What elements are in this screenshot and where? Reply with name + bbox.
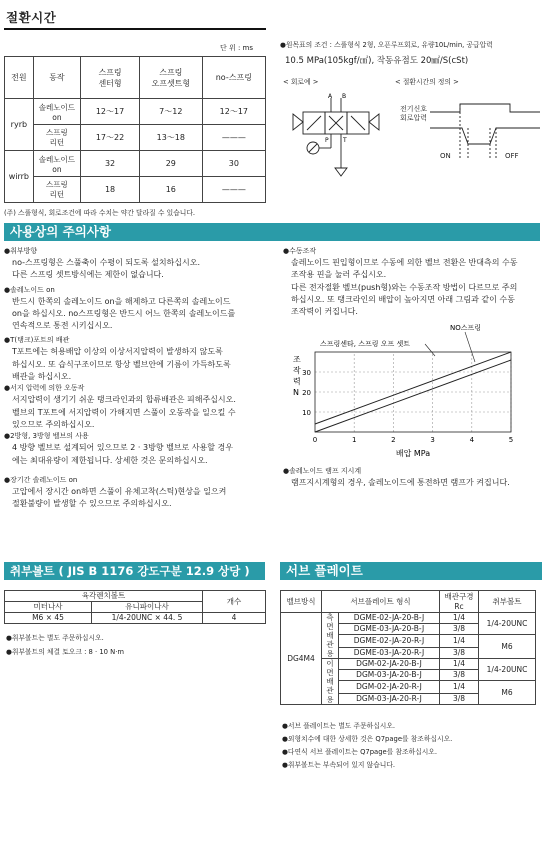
on-label: ON bbox=[440, 152, 451, 160]
bolt-cell: 1/4-20UNC bbox=[479, 659, 536, 681]
usage-item bbox=[4, 431, 272, 467]
usage-item-text: 절환불량이 발생할 수 있으므로 주의하십시오. bbox=[12, 499, 172, 509]
usage-item bbox=[4, 475, 272, 511]
side-port-label: 측 면 배 관 용 bbox=[322, 613, 339, 659]
value-cell: 4 bbox=[203, 613, 266, 624]
usage-item-text: 4 방향 벨브로 설계되어 있으므로 2 · 3방향 벨브로 사용할 경우 bbox=[12, 443, 233, 453]
size-cell: 1/4 bbox=[440, 613, 479, 624]
model-cell: DGM-03-JA-20-B-J bbox=[339, 670, 440, 681]
usage-item bbox=[4, 335, 272, 383]
th-hex-bolt: 육각렌치볼트 bbox=[5, 591, 203, 602]
lamp-note bbox=[283, 466, 541, 489]
subplate-note: ●다연식 서브 플레이트는 Q7page를 참조하십시오. bbox=[282, 748, 438, 756]
th-count: 개수 bbox=[203, 591, 266, 613]
valve-label-t: T bbox=[343, 137, 347, 144]
mount-bolt-table bbox=[4, 590, 266, 624]
usage-item-text: 조작용 핀을 눌러 주십시오. bbox=[291, 270, 387, 280]
usage-left-column bbox=[4, 246, 272, 510]
usage-item bbox=[4, 285, 272, 333]
mount-bolt-header-bar: 취부볼트 ( JIS B 1176 강도구분 12.9 상당 ) bbox=[4, 562, 265, 580]
usage-item-text: 하십시오. 또 습식구조이므로 항상 벨브안에 기름이 가득하도록 bbox=[12, 359, 231, 369]
y-axis-label: 작 bbox=[293, 366, 301, 375]
usage-item-text: 반드시 한쪽의 솔레노이드 on을 해제하고 다른쪽의 솔레노이드 bbox=[12, 296, 231, 306]
x-tick-label: 2 bbox=[391, 436, 396, 444]
y-axis-label: 조 bbox=[293, 355, 301, 364]
value-cell: 18 bbox=[81, 177, 140, 203]
usage-item-text: 서지압력이 생기기 쉬운 탱크라인과의 합류배관은 피해주십시오. bbox=[12, 395, 236, 405]
th-valve-type: 벨브방식 bbox=[281, 591, 322, 613]
usage-item-text: on을 하십시오. no스프링형은 반드시 어느 한쪽의 솔레노이드를 bbox=[12, 308, 236, 318]
th-action: 동작 bbox=[33, 57, 80, 99]
subplate-table bbox=[280, 590, 536, 705]
signal-labels bbox=[400, 105, 427, 123]
usage-item-head: ●장기간 솔레노이드 on bbox=[4, 475, 78, 484]
power-cell: wirrb bbox=[5, 151, 34, 203]
usage-item-head: ●수동조작 bbox=[283, 247, 317, 255]
bottom-port-label: 이 면 배 관 용 bbox=[322, 659, 339, 705]
usage-item-text: 벨브의 T포트에 서지압력이 가해지면 스풀이 오동작을 일으킬 수 bbox=[12, 407, 236, 417]
usage-item-head: ●서지 압력에 의한 오동작 bbox=[4, 384, 85, 393]
model-cell: DGM-02-JA-20-R-J bbox=[339, 681, 440, 694]
y-tick-label: 30 bbox=[302, 369, 311, 377]
usage-item bbox=[4, 246, 272, 282]
usage-item-text: T포트에는 허용배압 이상의 이상서지압력이 발생하지 않도록 bbox=[12, 347, 223, 357]
usage-item-text: 고압에서 장시간 on하면 스풀이 유체고착(스틱)현상을 일으켜 bbox=[12, 486, 227, 496]
size-cell: 3/8 bbox=[440, 694, 479, 705]
th-no-spring: no-스프링 bbox=[202, 57, 265, 99]
x-tick-label: 4 bbox=[469, 436, 475, 444]
x-tick-label: 0 bbox=[312, 436, 318, 444]
action-cell: 솔레노이드 on bbox=[33, 99, 80, 125]
table-row bbox=[5, 151, 266, 177]
section-title-switching-time: 절환시간 bbox=[6, 10, 57, 25]
series-line-0 bbox=[315, 352, 511, 424]
subplate-header-bar: 서브 플레이트 bbox=[280, 562, 542, 580]
electric-signal-label: 전기신호 bbox=[400, 105, 428, 113]
value-cell: 16 bbox=[139, 177, 202, 203]
usage-item-head: ●T(탱크)포트의 배관 bbox=[4, 336, 70, 345]
bolt-cell: M6 bbox=[479, 681, 536, 705]
bolt-cell: M6 bbox=[479, 635, 536, 659]
th-spring-center: 스프링 센터형 bbox=[81, 57, 140, 99]
size-cell: 1/4 bbox=[440, 681, 479, 694]
usage-item-text: no-스프링형은 스풀축이 수평이 되도록 설치하십시오. bbox=[12, 258, 201, 267]
value-cell: 13～18 bbox=[139, 125, 202, 151]
model-cell: DGM-02-JA-20-B-J bbox=[339, 659, 440, 670]
model-cell: DGME-03-JA-20-R-J bbox=[339, 648, 440, 659]
title-rule bbox=[4, 28, 266, 30]
y-tick-label: 20 bbox=[302, 389, 311, 397]
x-tick-label: 5 bbox=[508, 436, 514, 444]
value-cell: 7～12 bbox=[139, 99, 202, 125]
model-cell: DGME-03-JA-20-B-J bbox=[339, 624, 440, 635]
x-axis-label: 배압 MPa bbox=[395, 449, 431, 458]
series-leader bbox=[465, 332, 475, 362]
valve-label-b: B bbox=[342, 93, 347, 100]
value-cell: 12～17 bbox=[81, 99, 140, 125]
size-cell: 3/8 bbox=[440, 624, 479, 635]
value-cell: ——— bbox=[202, 177, 265, 203]
subplate-note: ●취부볼트는 부속되어 있지 않습니다. bbox=[282, 761, 396, 769]
series-line-1 bbox=[315, 360, 511, 432]
size-cell: 3/8 bbox=[440, 648, 479, 659]
power-cell: ryrb bbox=[5, 99, 34, 151]
th-spring-offset: 스프링 오프셋트형 bbox=[139, 57, 202, 99]
value-cell: ——— bbox=[202, 125, 265, 151]
usage-item-text: 솔레노이드 핀입형이므로 수동에 의한 벨브 전환은 반대측의 수동 bbox=[291, 258, 518, 267]
circuit-pressure-label: 회로압력 bbox=[400, 114, 428, 122]
y-tick-label: 10 bbox=[302, 409, 311, 417]
value-cell: 30 bbox=[202, 151, 265, 177]
bolt-cell: 1/4-20UNC bbox=[479, 613, 536, 635]
th-port-size: 배관구경 Rc bbox=[440, 591, 479, 613]
th-power: 전원 bbox=[5, 57, 34, 99]
usage-item-text: 다른 전자절환 벨브(push형)와는 수동조작 방법이 다르므로 주의 bbox=[291, 282, 518, 292]
series-leader bbox=[425, 344, 435, 356]
model-cell: DGME-02-JA-20-B-J bbox=[339, 613, 440, 624]
table-row bbox=[281, 613, 536, 624]
usage-item-text: 있으므로 주의하십시오. bbox=[12, 419, 95, 429]
value-cell: 29 bbox=[139, 151, 202, 177]
value-cell: M6 × 45 bbox=[5, 613, 92, 624]
valve-label-p: P bbox=[325, 137, 329, 144]
usage-item-text: 배관을 하십시오. bbox=[12, 372, 72, 382]
usage-item-text: 하십시오. 또 탱크라인의 배압이 높아지면 아래 그림과 같이 수동 bbox=[291, 294, 515, 304]
usage-item-text: 조작력이 커집니다. bbox=[291, 307, 358, 317]
usage-item-text: 연속적으로 통전 시키십시오. bbox=[12, 321, 113, 331]
x-tick-label: 3 bbox=[430, 436, 435, 444]
action-cell: 솔레노이드 on bbox=[33, 151, 80, 177]
x-tick-label: 1 bbox=[351, 436, 357, 444]
table-row bbox=[5, 99, 266, 125]
action-cell: 스프링 리턴 bbox=[33, 177, 80, 203]
valve-type-cell: DG4M4 bbox=[281, 613, 322, 705]
table-row bbox=[5, 125, 266, 151]
model-cell: DGME-02-JA-20-R-J bbox=[339, 635, 440, 648]
value-cell: 12～17 bbox=[202, 99, 265, 125]
definition-label: < 절환시간의 정의 > bbox=[395, 78, 459, 86]
circuit-example-label: < 회로예 > bbox=[283, 78, 319, 86]
value-cell: 32 bbox=[81, 151, 140, 177]
usage-item-text: 램프지시계형의 경우, 솔레노이드에 통전하면 램프가 켜집니다. bbox=[291, 478, 510, 487]
size-cell: 3/8 bbox=[440, 670, 479, 681]
value-cell: 17～22 bbox=[81, 125, 140, 151]
th-unified: 유니파이나사 bbox=[92, 602, 203, 613]
switching-time-table bbox=[4, 56, 266, 203]
th-metric: 미터나사 bbox=[5, 602, 92, 613]
usage-item-head: ●2방형, 3방형 벨브의 사용 bbox=[4, 432, 89, 441]
th-mount-bolt: 취부볼트 bbox=[479, 591, 536, 613]
subplate-note: ●외형치수에 대한 상세한 것은 Q7page를 참조하십시오. bbox=[282, 735, 453, 743]
usage-right-column bbox=[283, 246, 541, 318]
series-label: 스프링센타, 스프링 오프 셋트 bbox=[320, 340, 411, 348]
table-row bbox=[5, 177, 266, 203]
size-cell: 1/4 bbox=[440, 659, 479, 670]
off-label: OFF bbox=[505, 152, 519, 160]
usage-item-text: 다른 스프링 셋트방식에는 제한이 없습니다. bbox=[12, 270, 164, 280]
th-subplate-model: 서브플레이트 형식 bbox=[322, 591, 440, 613]
y-axis-label: 력 bbox=[293, 377, 301, 386]
table-row bbox=[5, 613, 266, 624]
conditions-line1: ●원목표의 조건 : 스풀형식 2형, 오픈루프회로, 유량10L/min, 공급압력 bbox=[280, 41, 493, 49]
subplate-note: ●서브 플레이트는 별도 주문하십시오. bbox=[282, 722, 396, 730]
conditions-line2: 10.5 MPa(105kgf/㎠), 작동유점도 20㎟/S(cSt) bbox=[285, 56, 469, 66]
mount-note-1: ●취부볼트는 별도 주문하십시오. bbox=[6, 634, 104, 642]
valve-label-a: A bbox=[328, 93, 333, 100]
mount-note-2: ●취부볼트의 체결 토오크 : 8 · 10 N·m bbox=[6, 648, 125, 656]
size-cell: 1/4 bbox=[440, 635, 479, 648]
usage-item-text: 에는 최대유량이 제한됩니다. 상세한 것은 문의하십시오. bbox=[12, 455, 208, 465]
value-cell: 1/4-20UNC × 44. 5 bbox=[92, 613, 203, 624]
usage-header-bar: 사용상의 주의사항 bbox=[4, 223, 540, 241]
operating-force-chart bbox=[285, 320, 525, 460]
subplate-notes bbox=[282, 721, 452, 770]
y-axis-label: N bbox=[293, 388, 299, 397]
action-cell: 스프링 리턴 bbox=[33, 125, 80, 151]
usage-item-head: ●솔레노이드 램프 지시계 bbox=[283, 467, 362, 475]
circuit-diagram bbox=[285, 90, 390, 180]
usage-item-head: ●취부방향 bbox=[4, 247, 38, 255]
model-cell: DGM-03-JA-20-R-J bbox=[339, 694, 440, 705]
unit-label: 단 위 : ms bbox=[220, 44, 254, 52]
usage-item bbox=[4, 383, 272, 431]
series-label: NO스프링 bbox=[450, 324, 482, 332]
usage-item-head: ●솔레노이드 on bbox=[4, 285, 55, 294]
table-footnote: (주) 스풀형식, 회로조건에 따라 수치는 약간 달라질 수 있습니다. bbox=[4, 209, 196, 217]
